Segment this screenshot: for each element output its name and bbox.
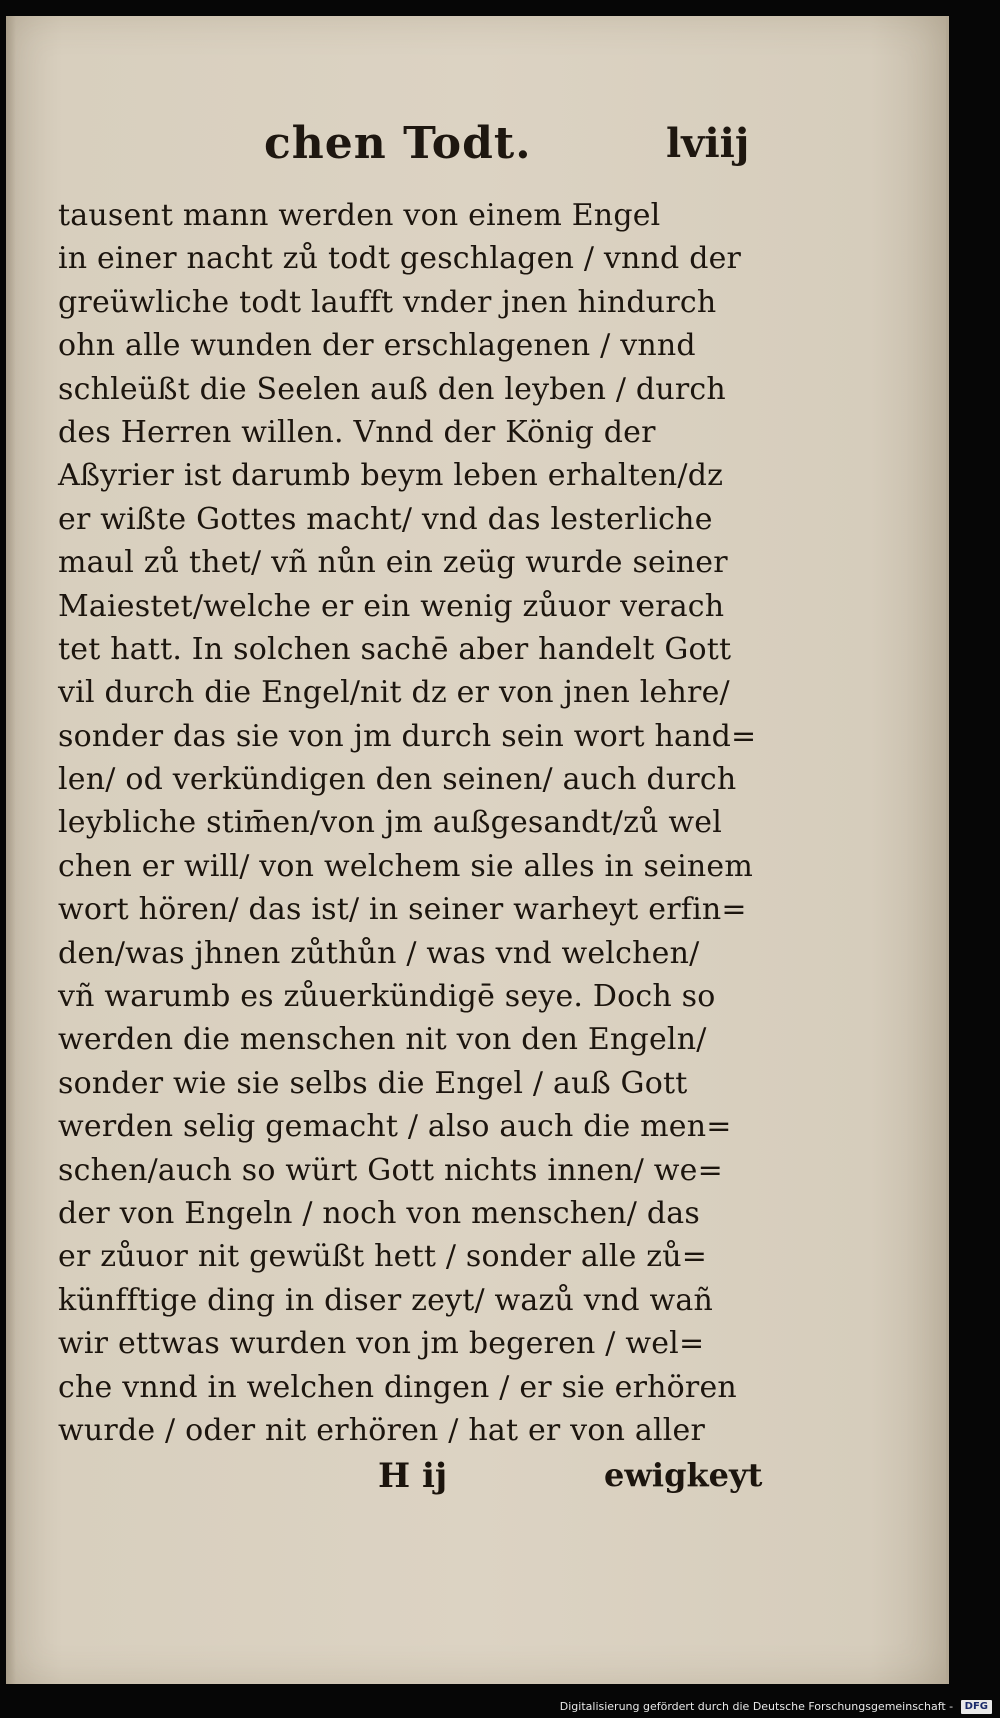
text-line: len/ od verkündigen den seinen/ auch durch [58,762,737,798]
text-line: wurde / oder nit erhören / hat er von aller [58,1412,706,1448]
text-line: ohn alle wunden der erschlagenen / vnnd [58,328,696,364]
text-line: vñ warumb es zůuerkündigē seye. Doch so [58,979,716,1015]
text-line: den/was jhnen zůthůn / was vnd welchen/ [58,935,700,971]
text-line: leybliche stim̄en/von jm außgesandt/zů wel [58,805,722,841]
text-line: er zůuor nit gewüßt hett / sonder alle zů= [58,1239,708,1275]
text-line: tausent mann werden von einem Engel [58,198,661,233]
text-line: Maiestet/welche er ein wenig zůuor verach [58,588,725,624]
text-line: künfftige ding in diser zeyt/ wazů vnd wañ [58,1282,714,1318]
text-line: er wißte Gottes macht/ vnd das lesterliche [58,501,713,537]
text-line: sonder das sie von jm durch sein wort hand= [58,718,757,754]
running-head: chen Todt. [264,118,532,169]
text-line: werden die menschen nit von den Engeln/ [58,1022,707,1058]
text-line: chen er will/ von welchem sie alles in seinem [58,848,753,884]
text-line: wort hören/ das ist/ in seiner warheyt erfin= [58,892,747,928]
text-line: wir ettwas wurden von jm begeren / wel= [58,1326,705,1362]
signature-mark: H ij [378,1456,448,1496]
catchword: ewigkeyt [604,1456,763,1494]
text-line: Aßyrier ist darumb beym leben erhalten/dz [58,458,724,494]
text-line: vil durch die Engel/nit dz er von jnen lehre/ [58,675,730,711]
credit-text: Digitalisierung gefördert durch die Deutsche Forschungsgemeinschaft - [559,1700,954,1713]
page-gutter-shadow [6,16,16,1684]
page-header [6,118,946,178]
digitization-credit [560,1698,992,1716]
dfg-logo: DFG [961,1700,992,1714]
body-text [58,194,758,1452]
text-line: schen/auch so würt Gott nichts innen/ we= [58,1152,723,1188]
text-line: che vnnd in welchen dingen / er sie erhören [58,1369,737,1405]
page-footer [6,1456,946,1516]
text-line: schleüßt die Seelen auß den leyben / durch [58,371,726,407]
text-line: werden selig gemacht / also auch die men= [58,1109,732,1145]
text-line: tet hatt. In solchen sachē aber handelt Gott [58,631,732,667]
text-line: greüwliche todt laufft vnder jnen hindurch [58,284,717,320]
text-line: maul zů thet/ vñ nůn ein zeüg wurde seiner [58,545,728,581]
text-line: des Herren willen. Vnnd der König der [58,414,656,450]
text-line: in einer nacht zů todt geschlagen / vnnd der [58,241,742,277]
folio-number: lviij [666,120,750,167]
book-page [6,16,949,1684]
text-line: der von Engeln / noch von menschen/ das [58,1195,700,1231]
text-line: sonder wie sie selbs die Engel / auß Gott [58,1065,688,1101]
